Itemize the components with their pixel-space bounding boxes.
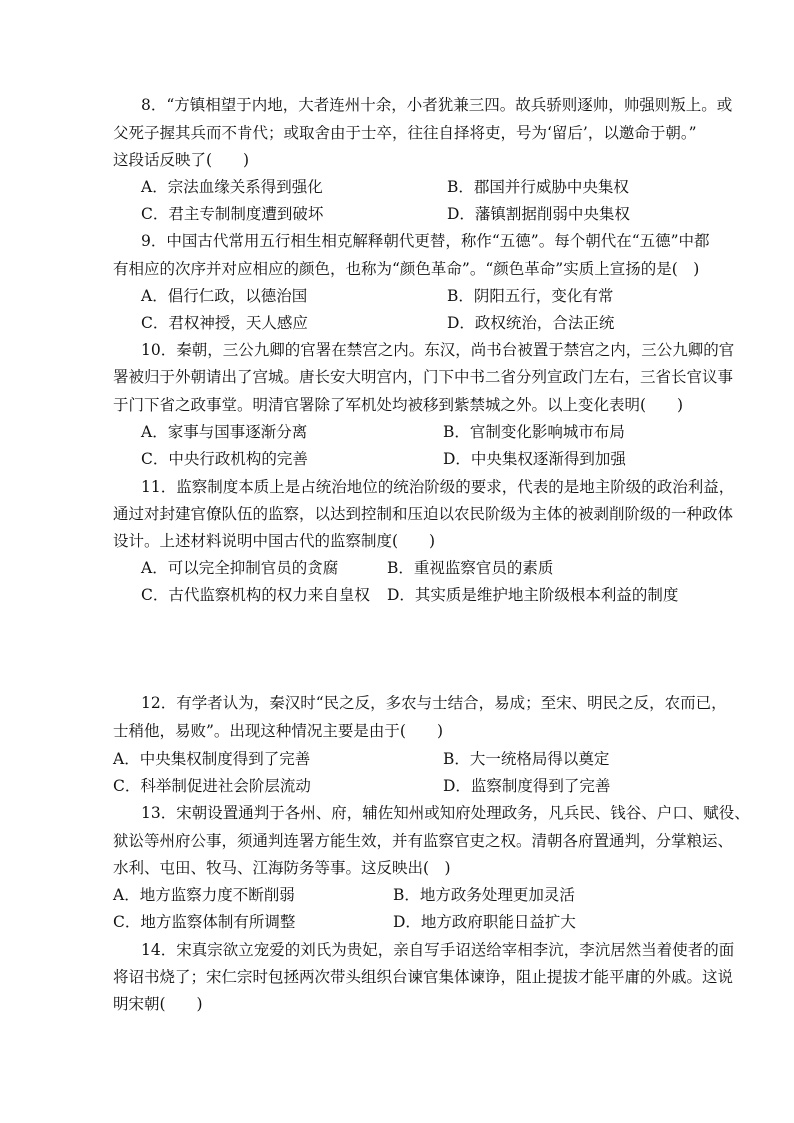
q9-option-c: C．君权神授，天人感应: [141, 314, 308, 332]
q8-line-3: 这段话反映了( ): [113, 151, 250, 169]
q13-option-d: D．地方政府职能日益扩大: [393, 913, 576, 931]
q10-option-a: A．家事与国事逐渐分离: [141, 423, 308, 441]
q11-line-3: 设计。上述材料说明中国古代的监察制度( ): [113, 532, 436, 550]
q11-option-c: C．古代监察机构的权力来自皇权: [141, 586, 370, 604]
q14-line-1: 14．宋真宗欲立宠爱的刘氏为贵妃，亲自写手诏送给宰相李沆，李沆居然当着使者的面: [141, 941, 735, 959]
q9-option-d: D．政权统治，合法正统: [447, 314, 615, 332]
q13-line-2: 狱讼等州府公事，须通判连署方能生效，并有监察官吏之权。清朝各府置通判，分掌粮运、: [113, 832, 734, 850]
q12-line-1: 12．有学者认为，秦汉时“民之反，多农与士结合，易成；至宋、明民之反，农而已，: [141, 694, 727, 712]
q11-line-2: 通过对封建官僚队伍的监察，以达到控制和压迫以农民阶级为主体的被剥削阶级的一种政体: [113, 505, 734, 523]
q8-option-d: D．藩镇割据削弱中央集权: [447, 205, 630, 223]
q8-line-1: 8．“方镇相望于内地，大者连州十余，小者犹兼三四。故兵骄则逐帅，帅强则叛上。或: [141, 96, 733, 114]
q11-option-d: D．其实质是维护地主阶级根本利益的制度: [387, 586, 679, 604]
q13-option-c: C．地方监察体制有所调整: [113, 913, 296, 931]
q10-option-d: D．中央集权逐渐得到加强: [443, 450, 626, 468]
q10-option-c: C．中央行政机构的完善: [141, 450, 308, 468]
q8-option-a: A．宗法血缘关系得到强化: [141, 178, 323, 196]
q11-option-a: A．可以完全抑制官员的贪腐: [141, 559, 339, 577]
q8-option-c: C．君主专制制度遭到破坏: [141, 205, 324, 223]
q10-line-1: 10．秦朝，三公九卿的官署在禁宫之内。东汉，尚书台被置于禁宫之内，三公九卿的官: [141, 341, 735, 359]
q13-option-a: A．地方监察力度不断削弱: [113, 886, 295, 904]
q12-option-a: A．中央集权制度得到了完善: [113, 750, 311, 768]
q12-line-2: 士稍他，易败”。出现这种情况主要是由于( ): [113, 722, 444, 740]
q13-option-b: B．地方政务处理更加灵活: [393, 886, 575, 904]
q9-line-1: 9．中国古代常用五行相生相克解释朝代更替，称作“五德”。每个朝代在“五德”中都: [141, 232, 710, 250]
q10-option-b: B．官制变化影响城市布局: [443, 423, 625, 441]
q11-option-b: B．重视监察官员的素质: [387, 559, 554, 577]
q10-line-3: 于门下省之政事堂。明清官署除了军机处均被移到紫禁城之外。以上变化表明( ): [113, 396, 684, 414]
q12-option-d: D．监察制度得到了完善: [443, 777, 611, 795]
q8-option-b: B．郡国并行威胁中央集权: [447, 178, 629, 196]
q8-line-2: 父死子握其兵而不肯代；或取舍由于士卒，往往自择将吏，号为‘留后’，以邀命于朝。”: [113, 124, 697, 142]
q10-line-2: 署被归于外朝请出了宫城。唐长安大明宫内，门下中书二省分列宣政门左右，三省长官议事: [113, 368, 734, 386]
q11-line-1: 11．监察制度本质上是占统治地位的统治阶级的要求，代表的是地主阶级的政治利益，: [141, 478, 735, 496]
q9-option-b: B．阴阳五行，变化有常: [447, 287, 614, 305]
q12-option-c: C．科举制促进社会阶层流动: [113, 777, 311, 795]
q9-option-a: A．倡行仁政，以德治国: [141, 287, 308, 305]
q14-line-3: 明宋朝( ): [113, 995, 203, 1013]
q13-line-3: 水利、屯田、牧马、江海防务等事。这反映出( ): [113, 859, 451, 877]
q13-line-1: 13．宋朝设置通判于各州、府，辅佐知州或知府处理政务，凡兵民、钱谷、户口、赋役、: [141, 804, 750, 822]
q9-line-2: 有相应的次序并对应相应的颜色，也称为“颜色革命”。“颜色革命”实质上宣扬的是( ): [113, 260, 700, 278]
q14-line-2: 将诏书烧了；宋仁宗时包拯两次带头组织台谏官集体谏诤，阻止提拔才能平庸的外戚。这说: [113, 968, 734, 986]
q12-option-b: B．大一统格局得以奠定: [443, 750, 610, 768]
